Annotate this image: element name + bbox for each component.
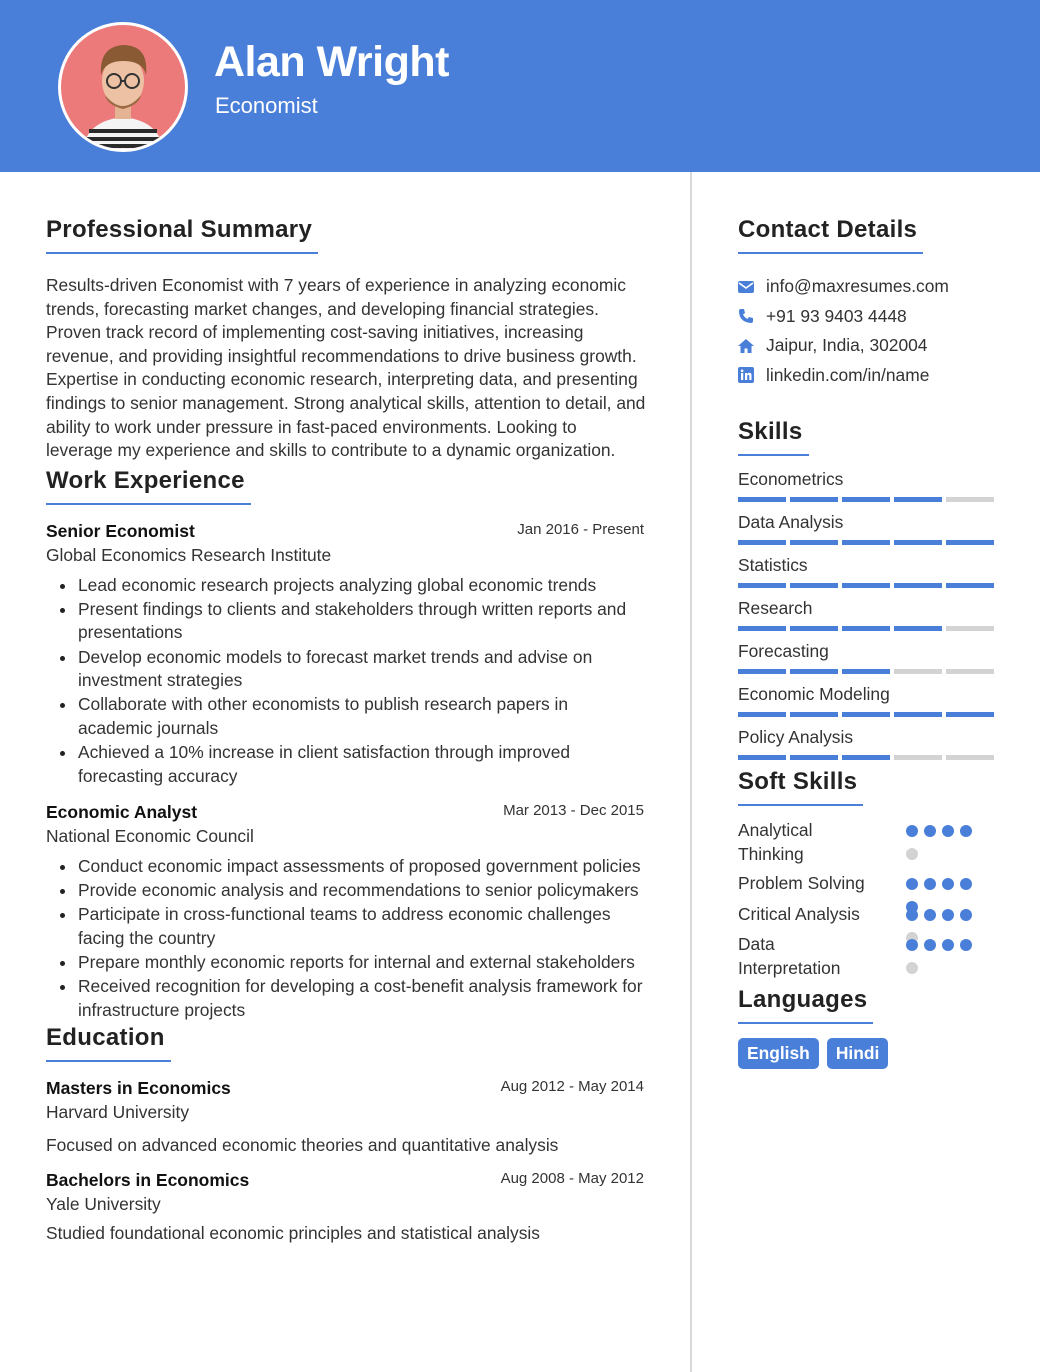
- soft-skill-rating: [906, 825, 978, 871]
- skill-level-segment: [946, 755, 994, 760]
- job-bullet: Lead economic research projects analyzing global economic trends: [78, 574, 646, 598]
- skills-heading: Skills: [738, 418, 809, 456]
- header-banner: [0, 0, 1040, 172]
- email-icon: [738, 279, 754, 295]
- skill-level-segment: [842, 626, 890, 631]
- rating-dot: [906, 939, 918, 951]
- skill-level-segment: [790, 583, 838, 588]
- skill-level-segment: [946, 712, 994, 717]
- skill-level-segment: [946, 540, 994, 545]
- rating-dot: [924, 825, 936, 837]
- column-divider: [690, 172, 692, 1372]
- rating-dot: [906, 962, 918, 974]
- skill-item: [738, 596, 998, 639]
- contact-list: [738, 272, 998, 390]
- contact-location: [738, 331, 998, 361]
- soft-skill-name: Data Interpretation: [738, 934, 841, 978]
- skill-level-segment: [738, 497, 786, 502]
- skill-level-segment: [946, 497, 994, 502]
- skill-level-segment: [894, 583, 942, 588]
- rating-dot: [906, 848, 918, 860]
- skill-level-segment: [738, 712, 786, 717]
- contact-phone[interactable]: [738, 302, 998, 332]
- contact-phone-text: +91 93 9403 4448: [766, 305, 907, 326]
- school-name: Harvard University: [46, 1102, 190, 1123]
- skill-name: Research: [738, 598, 813, 618]
- languages-list: [738, 1038, 998, 1069]
- skill-level-segment: [842, 583, 890, 588]
- skill-item: [738, 682, 998, 725]
- job-bullet: Develop economic models to forecast market trends and advise on investment strategies: [78, 646, 646, 693]
- language-badge: English: [738, 1038, 819, 1069]
- skill-level-bar: [738, 540, 998, 553]
- education-heading: Education: [46, 1024, 171, 1062]
- skill-level-segment: [894, 669, 942, 674]
- skill-level-segment: [738, 626, 786, 631]
- phone-icon: [738, 308, 754, 324]
- rating-dot: [960, 939, 972, 951]
- job-bullet: Participate in cross-functional teams to address economic challenges facing the country: [78, 903, 646, 950]
- soft-skills-list: [738, 819, 998, 980]
- job-bullet: Conduct economic impact assessments of proposed government policies: [78, 855, 646, 879]
- experience-heading: Work Experience: [46, 467, 251, 505]
- home-icon: [738, 338, 754, 354]
- job-entry: [46, 802, 646, 1022]
- contact-linkedin-text: linkedin.com/in/name: [766, 364, 930, 385]
- rating-dot: [960, 825, 972, 837]
- skill-name: Statistics: [738, 555, 808, 575]
- skill-level-segment: [842, 540, 890, 545]
- skill-level-bar: [738, 626, 998, 639]
- education-entry: [46, 1078, 646, 1156]
- summary-text: Results-driven Economist with 7 years of experience in analyzing economic trends, forecasting market changes, and developing financial strategies. Proven track record of implementing cost-saving initiatives, increasing revenue, and providing insightful recommendations to drive business growth. Expertise in conducting economic research, interpreting data, and presenting findings to senior management. Strong analytical skills, attention to detail, and ability to work under pressure in fast-paced environments. Looking to leverage my experience and skills to contribute to a dynamic organization.: [46, 275, 646, 461]
- soft-skill-item: [738, 819, 998, 866]
- skill-name: Forecasting: [738, 641, 829, 661]
- skill-name: Policy Analysis: [738, 727, 854, 747]
- job-title: Economic Analyst: [46, 802, 198, 823]
- degree-title: Masters in Economics: [46, 1078, 231, 1099]
- avatar: [58, 22, 188, 152]
- profile-photo: [61, 25, 185, 149]
- sidebar-column: [738, 216, 998, 1069]
- skills-list: [738, 467, 998, 768]
- skill-level-segment: [894, 497, 942, 502]
- contact-heading: Contact Details: [738, 216, 923, 254]
- rating-dot: [942, 909, 954, 921]
- skill-level-segment: [894, 540, 942, 545]
- skill-level-segment: [842, 497, 890, 502]
- rating-dot: [924, 909, 936, 921]
- school-name: Yale University: [46, 1194, 161, 1215]
- skill-level-segment: [790, 712, 838, 717]
- skill-level-segment: [842, 669, 890, 674]
- skill-level-segment: [790, 540, 838, 545]
- language-badge: Hindi: [827, 1038, 888, 1069]
- rating-dot: [960, 878, 972, 890]
- soft-skill-name: Critical Analysis: [738, 903, 860, 924]
- candidate-name: Alan Wright: [214, 38, 449, 86]
- job-date: Jan 2016 - Present: [517, 520, 644, 538]
- job-title: Senior Economist: [46, 520, 195, 541]
- skill-level-bar: [738, 583, 998, 596]
- job-bullet: Achieved a 10% increase in client satisfaction through improved forecasting accuracy: [78, 741, 646, 788]
- rating-dot: [906, 909, 918, 921]
- soft-skill-item: [738, 872, 998, 896]
- soft-skill-item: [738, 933, 998, 980]
- skill-level-segment: [738, 583, 786, 588]
- contact-email-text: info@maxresumes.com: [766, 276, 949, 297]
- soft-skill-name: Analytical Thinking: [738, 820, 813, 864]
- skill-level-bar: [738, 712, 998, 725]
- rating-dot: [942, 939, 954, 951]
- skill-item: [738, 639, 998, 682]
- education-entry: [46, 1170, 646, 1244]
- job-bullet: Prepare monthly economic reports for internal and external stakeholders: [78, 951, 646, 975]
- main-column: [46, 216, 646, 1244]
- rating-dot: [906, 878, 918, 890]
- skill-level-segment: [842, 712, 890, 717]
- education-description: Studied foundational economic principles and statistical analysis: [46, 1223, 540, 1244]
- skill-level-segment: [894, 626, 942, 631]
- job-organization: National Economic Council: [46, 826, 254, 847]
- skill-level-segment: [894, 755, 942, 760]
- skill-level-segment: [738, 755, 786, 760]
- skill-level-segment: [738, 669, 786, 674]
- skill-item: [738, 467, 998, 510]
- skill-item: [738, 510, 998, 553]
- linkedin-icon: [738, 367, 754, 383]
- soft-skills-heading: Soft Skills: [738, 768, 863, 806]
- skill-level-segment: [790, 755, 838, 760]
- skill-name: Data Analysis: [738, 512, 844, 532]
- soft-skill-rating: [906, 939, 978, 985]
- education-description: Focused on advanced economic theories and quantitative analysis: [46, 1135, 559, 1156]
- job-organization: Global Economics Research Institute: [46, 544, 332, 565]
- job-bullets: [46, 574, 646, 788]
- education-date: Aug 2008 - May 2012: [500, 1170, 644, 1188]
- rating-dot: [906, 825, 918, 837]
- job-entry: [46, 521, 646, 788]
- contact-email[interactable]: [738, 272, 998, 302]
- skill-level-bar: [738, 669, 998, 682]
- job-date: Mar 2013 - Dec 2015: [503, 802, 644, 820]
- education-date: Aug 2012 - May 2014: [500, 1078, 644, 1096]
- candidate-role: Economist: [215, 93, 318, 118]
- degree-title: Bachelors in Economics: [46, 1170, 250, 1191]
- soft-skill-name: Problem Solving: [738, 873, 865, 893]
- skill-level-segment: [946, 583, 994, 588]
- skill-item: [738, 553, 998, 596]
- skill-level-segment: [946, 626, 994, 631]
- contact-linkedin[interactable]: [738, 361, 998, 391]
- skill-level-segment: [946, 669, 994, 674]
- skill-name: Economic Modeling: [738, 684, 890, 704]
- skill-level-bar: [738, 497, 998, 510]
- skill-item: [738, 725, 998, 768]
- rating-dot: [924, 878, 936, 890]
- skill-level-segment: [790, 497, 838, 502]
- soft-skill-item: [738, 903, 998, 927]
- languages-heading: Languages: [738, 986, 873, 1024]
- skill-level-bar: [738, 755, 998, 768]
- skill-level-segment: [790, 626, 838, 631]
- job-bullet: Collaborate with other economists to publish research papers in academic journals: [78, 693, 646, 740]
- job-bullet: Present findings to clients and stakeholders through written reports and presentations: [78, 598, 646, 645]
- rating-dot: [924, 939, 936, 951]
- skill-level-segment: [738, 540, 786, 545]
- rating-dot: [960, 909, 972, 921]
- skill-name: Econometrics: [738, 469, 844, 489]
- skill-level-segment: [790, 669, 838, 674]
- rating-dot: [942, 825, 954, 837]
- summary-heading: Professional Summary: [46, 216, 318, 254]
- job-bullet: Provide economic analysis and recommendations to senior policymakers: [78, 879, 646, 903]
- contact-location-text: Jaipur, India, 302004: [766, 335, 928, 356]
- job-bullet: Received recognition for developing a cost-benefit analysis framework for infrastructure projects: [78, 975, 646, 1022]
- skill-level-segment: [842, 755, 890, 760]
- job-bullets: [46, 855, 646, 1022]
- skill-level-segment: [894, 712, 942, 717]
- rating-dot: [942, 878, 954, 890]
